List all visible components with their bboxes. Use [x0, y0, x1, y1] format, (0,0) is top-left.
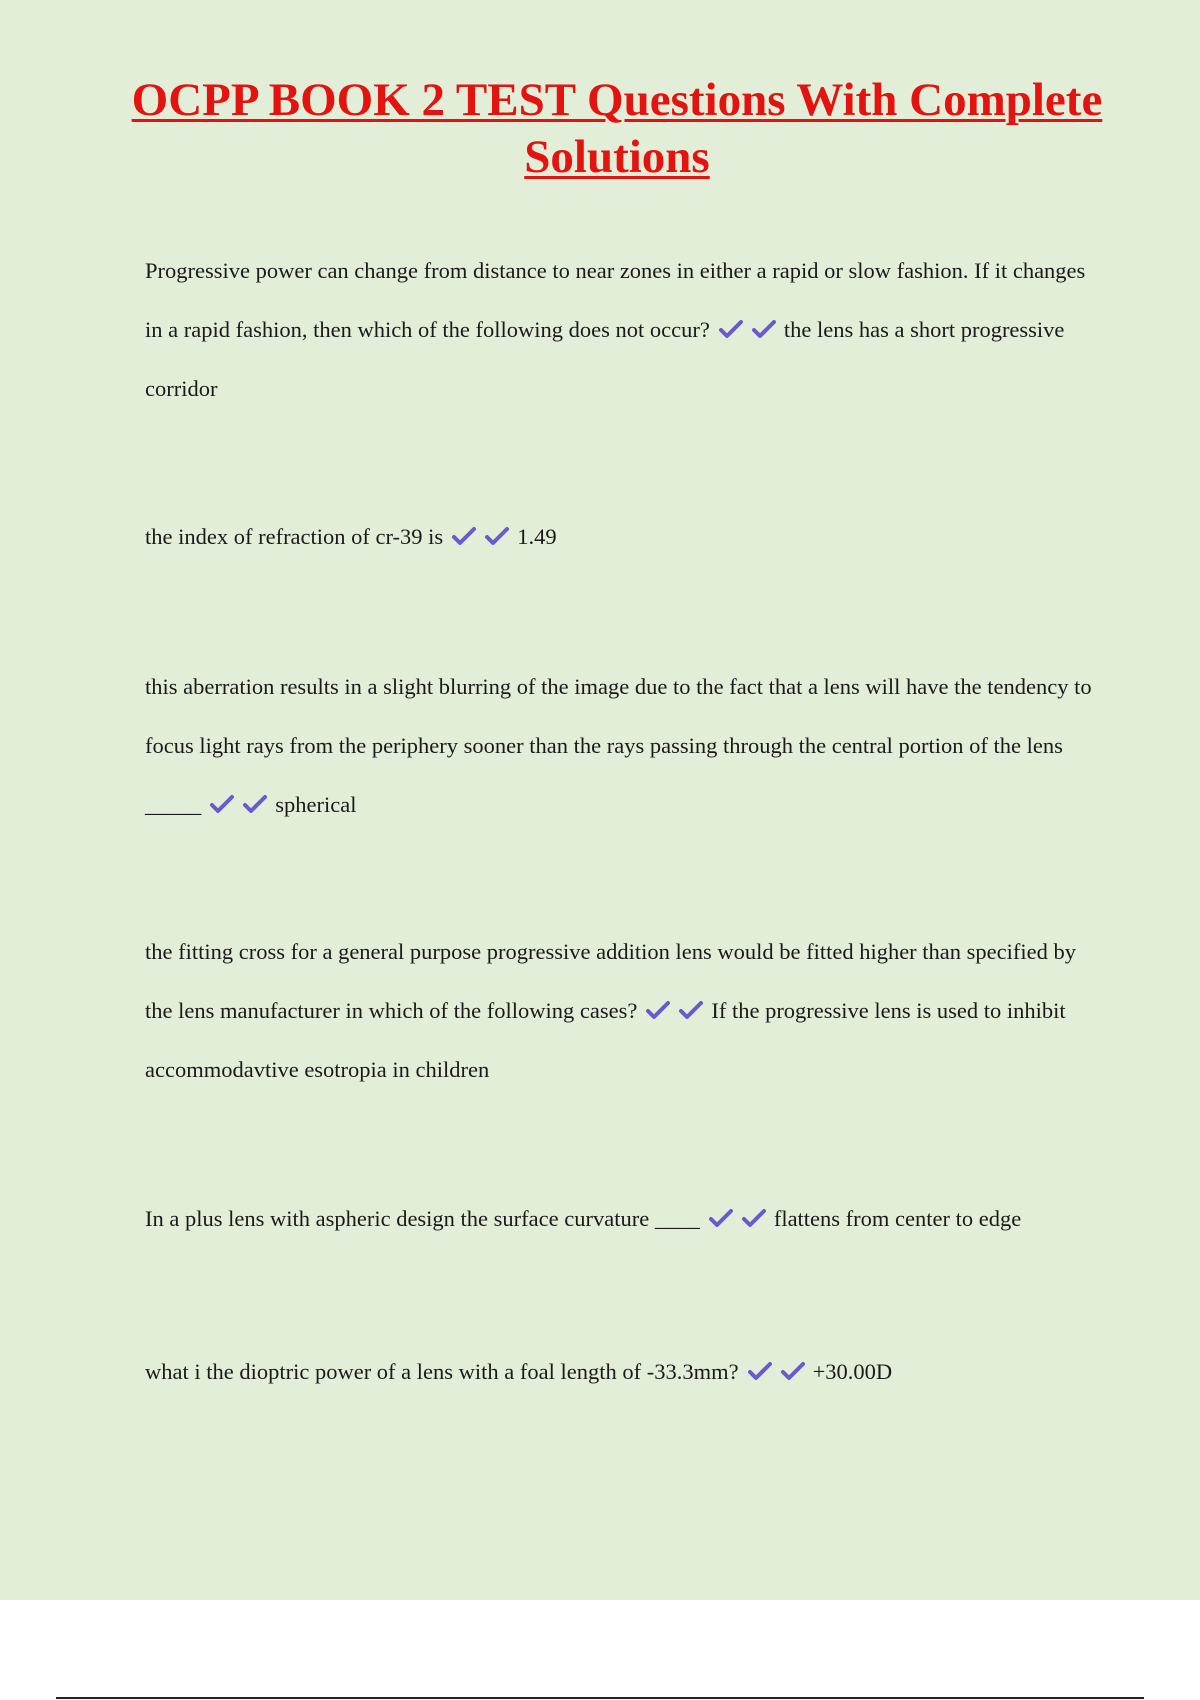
answer-text: 1.49 — [517, 524, 557, 549]
answer-marker — [700, 1206, 774, 1231]
footer-divider — [56, 1697, 1144, 1699]
question-text: Progressive power can change from distance to near zones in either a rapid or slow fashion. If it changes in a rapid fashion, then which of the following does not occur? — [145, 258, 1086, 342]
check-icon — [242, 794, 268, 814]
answer-marker — [637, 998, 711, 1023]
qa-item-4 — [145, 922, 1100, 1099]
question-text: In a plus lens with aspheric design the surface curvature ____ — [145, 1206, 700, 1231]
qa-item-3 — [145, 657, 1100, 834]
answer-text: the lens has a short progressive corridor — [145, 317, 1065, 401]
check-icon — [209, 794, 235, 814]
answer-text: +30.00D — [812, 1359, 893, 1384]
qa-item-2 — [145, 507, 1100, 566]
qa-item-5 — [145, 1189, 1100, 1248]
check-icon — [708, 1208, 734, 1228]
answer-text: If the progressive lens is used to inhibit accommodavtive esotropia in children — [145, 998, 1066, 1082]
answer-text: flattens from center to edge — [773, 1206, 1022, 1231]
qa-item-1 — [145, 241, 1100, 418]
answer-text: spherical — [275, 792, 357, 817]
question-text: what i the dioptric power of a lens with a foal length of -33.3mm? — [145, 1359, 739, 1384]
check-icon — [484, 526, 510, 546]
check-icon — [678, 1000, 704, 1020]
check-icon — [747, 1361, 773, 1381]
check-icon — [718, 319, 744, 339]
answer-marker — [201, 792, 275, 817]
qa-item-6 — [145, 1342, 1100, 1401]
check-icon — [780, 1361, 806, 1381]
check-icon — [451, 526, 477, 546]
check-icon — [751, 319, 777, 339]
question-text: this aberration results in a slight blurring of the image due to the fact that a lens will have the tendency to focus light rays from the periphery sooner than the rays passing through the central portion of the lens _____ — [145, 674, 1092, 817]
check-icon — [741, 1208, 767, 1228]
answer-marker — [710, 317, 784, 342]
document-title: OCPP BOOK 2 TEST Questions With Complete Solutions — [131, 74, 1103, 183]
question-text: the index of refraction of cr-39 is — [145, 524, 444, 549]
check-icon — [645, 1000, 671, 1020]
question-text: the fitting cross for a general purpose progressive addition lens would be fitted higher than specified by the lens manufacturer in which of the following cases? — [145, 939, 1076, 1023]
answer-marker — [443, 524, 517, 549]
answer-marker — [739, 1359, 813, 1384]
